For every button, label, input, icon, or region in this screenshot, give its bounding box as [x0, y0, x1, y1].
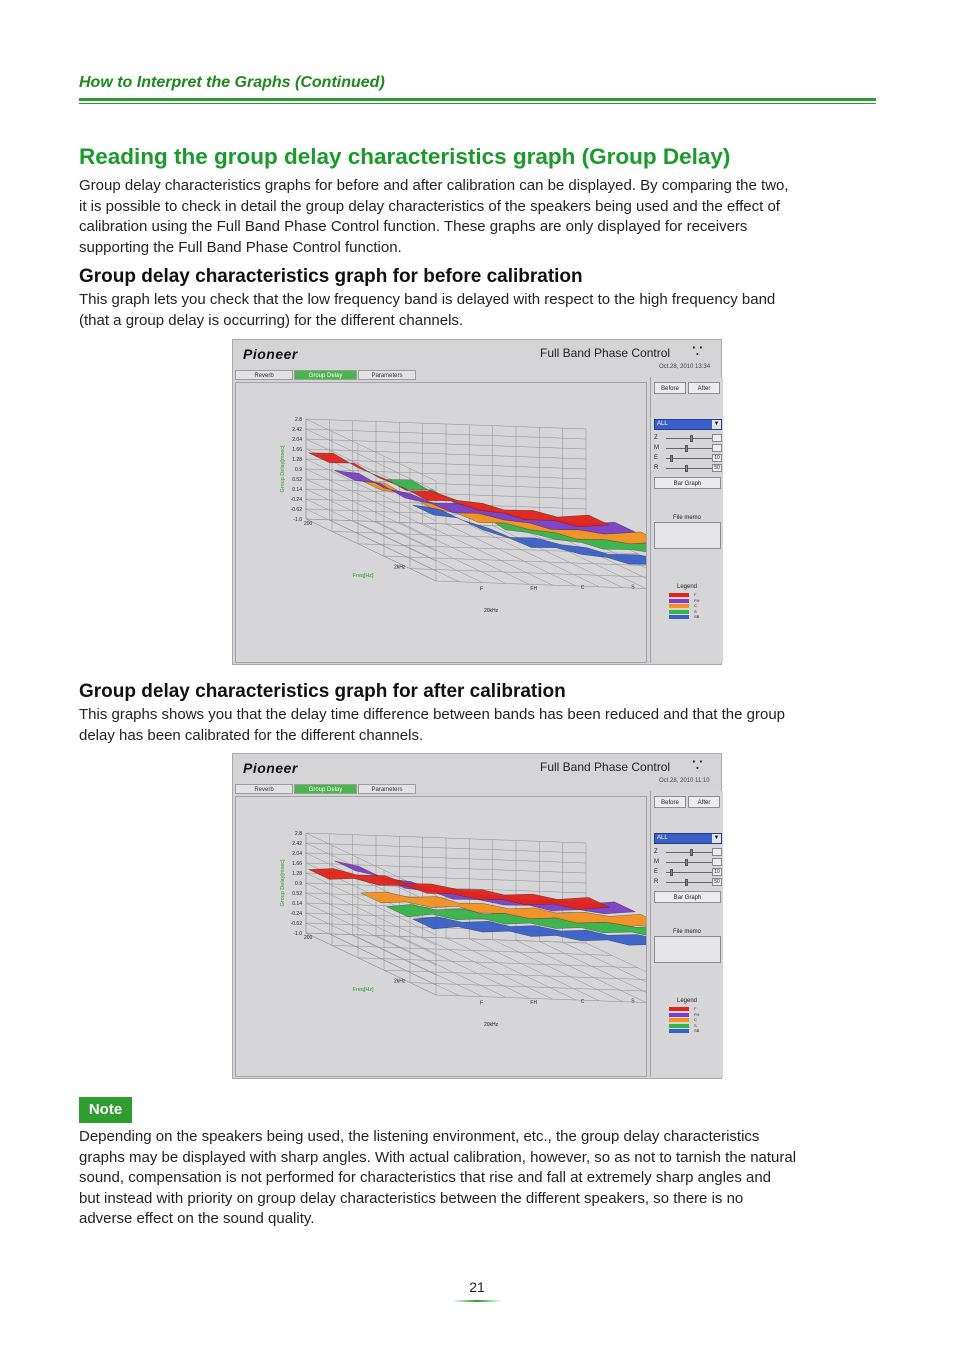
channel-tick-label: F: [480, 586, 484, 593]
legend: [651, 593, 723, 633]
x-tick-label: 200: [304, 521, 313, 527]
tab-parameters[interactable]: Parameters: [358, 370, 416, 380]
y-tick-label: 0.14: [292, 487, 302, 493]
file-memo-label: File memo: [673, 929, 702, 935]
legend-swatch: [669, 1007, 689, 1011]
grid-line: [306, 923, 436, 985]
x-tick-label: 20kHz: [484, 1022, 499, 1028]
legend-label: F: [694, 592, 697, 597]
legend: [651, 1007, 723, 1047]
slider-indicator: 50: [712, 464, 722, 472]
slider-r[interactable]: [654, 878, 722, 887]
slider-key: M: [654, 859, 659, 865]
plot-area: [235, 382, 647, 663]
legend-label: S: [694, 1022, 697, 1028]
slider-track[interactable]: [666, 862, 712, 863]
slider-z[interactable]: [654, 434, 722, 443]
legend-item: [669, 614, 700, 619]
slider-track[interactable]: [666, 468, 712, 469]
note-paragraph: [79, 1127, 879, 1230]
slider-m[interactable]: [654, 444, 722, 453]
after-line: delay has been calibrated for the different channels.: [79, 726, 424, 744]
page-number-rule: [452, 1300, 502, 1302]
legend-label: FH: [694, 597, 700, 603]
note-line: adverse effect on the sound quality.: [79, 1210, 315, 1227]
tab-reverb[interactable]: Reverb: [235, 370, 293, 380]
after-line: This graphs shows you that the delay time difference between bands has been reduced and that the group: [79, 706, 786, 723]
legend-label: C: [694, 603, 697, 608]
timestamp: Oct.28, 2010 11:10: [659, 778, 710, 784]
y-axis-label: Group Delay[msec]: [280, 859, 286, 907]
x-tick-label: 200: [304, 935, 313, 941]
legend-label: C: [694, 1017, 697, 1022]
y-tick-label: -0.24: [290, 497, 302, 503]
channel-tick-label: C: [580, 585, 585, 592]
channel-select-value: ALL: [657, 835, 668, 841]
x-tick-label: 20kHz: [484, 608, 499, 614]
slider-track[interactable]: [666, 448, 712, 449]
y-tick-label: -1.0: [293, 517, 302, 523]
bar-graph-button[interactable]: Bar Graph: [654, 891, 721, 903]
legend-item: [669, 1006, 697, 1011]
grid-line: [399, 522, 529, 584]
note-line: Depending on the speakers being used, the listening environment, etc., the group delay characteristics: [79, 1128, 760, 1145]
grid-line: [399, 936, 529, 998]
y-axis-label: Group Delay[msec]: [280, 445, 286, 493]
y-tick-label: -0.24: [290, 911, 302, 917]
legend-item: [669, 1017, 697, 1022]
control-panel: [650, 791, 723, 1077]
legend-swatch: [669, 1018, 689, 1022]
slider-thumb[interactable]: [690, 849, 693, 856]
after-button[interactable]: After: [688, 382, 720, 394]
slider-z[interactable]: [654, 848, 722, 857]
grid-line: [306, 509, 436, 571]
slider-indicator: 10: [712, 454, 722, 462]
legend-swatch: [669, 593, 689, 597]
slider-thumb[interactable]: [670, 455, 673, 462]
grid-line: [306, 499, 436, 561]
legend-item: [669, 608, 697, 614]
grid-line: [306, 519, 436, 581]
section-header: How to Interpret the Graphs (Continued): [79, 74, 385, 91]
y-tick-label: 0.14: [292, 901, 302, 907]
channel-tick-label: FH: [530, 999, 538, 1006]
grid-line: [539, 941, 646, 1006]
slider-key: Z: [654, 435, 658, 441]
slider-indicator: [712, 848, 722, 856]
x-tick-label: 2kHz: [394, 564, 406, 571]
channel-select[interactable]: [654, 833, 722, 844]
grid-line: [376, 936, 506, 998]
grid-line: [469, 939, 599, 1001]
before-line: (that a group delay is occurring) for the different channels.: [79, 311, 464, 329]
app-title: Full Band Phase Control: [540, 346, 671, 360]
note-line: but instead with priority on group delay characteristics between the different speakers, so there is no: [79, 1189, 744, 1207]
grid-line: [329, 934, 459, 996]
y-tick-label: 1.28: [292, 871, 302, 877]
slider-indicator: 50: [712, 878, 722, 886]
after-heading: Group delay characteristics graph for after calibration: [79, 681, 566, 702]
slider-key: E: [654, 455, 659, 461]
y-tick-label: -0.62: [290, 921, 302, 927]
after-button[interactable]: After: [688, 796, 720, 808]
y-tick-label: 2.42: [292, 841, 302, 847]
legend-item: [669, 603, 697, 608]
slider-thumb[interactable]: [685, 445, 688, 452]
after-paragraph: [79, 705, 879, 746]
y-tick-label: 2.04: [292, 851, 302, 857]
app-logo-icon: ∵: [692, 756, 703, 775]
timestamp: Oct.28, 2010 13:34: [659, 364, 711, 370]
pioneer-logo: Pioneer: [243, 346, 298, 362]
note-line: sound, compensation is not performed for characteristics that rise and fall at extremely sharp angles and: [79, 1169, 772, 1186]
channel-tick-label: S: [631, 998, 635, 1005]
tab-reverb[interactable]: Reverb: [235, 784, 293, 794]
y-tick-label: 0.52: [292, 477, 302, 483]
slider-thumb[interactable]: [685, 465, 688, 472]
grid-line: [306, 419, 436, 481]
slider-e[interactable]: [654, 868, 722, 877]
legend-swatch: [669, 1029, 689, 1033]
group-delay-3d-chart: [236, 383, 646, 662]
slider-indicator: [712, 858, 722, 866]
slider-indicator: [712, 434, 722, 442]
legend-title: Legend: [677, 584, 698, 590]
control-panel: [650, 377, 723, 663]
intro-line: Group delay characteristics graphs for before and after calibration can be displayed. By comparing the two,: [79, 177, 789, 194]
grid-line: [423, 937, 553, 999]
grid-line: [516, 941, 646, 1006]
grid-line: [332, 945, 612, 955]
file-memo-field[interactable]: [654, 936, 721, 963]
slider-key: Z: [654, 849, 658, 855]
grid-line: [436, 995, 646, 1005]
grid-line: [358, 958, 638, 968]
y-tick-label: 2.42: [292, 427, 302, 433]
channel-tick-label: C: [580, 999, 585, 1006]
grid-line: [306, 913, 436, 975]
series-ribbon-f: [309, 453, 610, 527]
chevron-down-icon[interactable]: ▼: [713, 835, 720, 841]
grid-line: [586, 943, 646, 1005]
channel-tick-label: S: [631, 584, 635, 591]
slider-key: R: [654, 465, 659, 471]
grid-line: [306, 459, 436, 521]
legend-swatch: [669, 599, 689, 603]
y-tick-label: 1.28: [292, 457, 302, 463]
slider-thumb[interactable]: [685, 859, 688, 866]
slider-indicator: [712, 444, 722, 452]
y-tick-label: 2.8: [295, 417, 302, 423]
plot-area: [235, 796, 647, 1077]
x-tick-label: 2kHz: [394, 978, 406, 985]
tab-group-delay[interactable]: Group Delay: [294, 370, 357, 380]
y-tick-label: 0.9: [295, 467, 302, 473]
legend-label: S: [694, 608, 697, 614]
slider-thumb[interactable]: [685, 879, 688, 886]
chevron-down-icon[interactable]: ▼: [713, 421, 720, 427]
note-badge: Note: [79, 1097, 132, 1123]
app-screenshot-before: [232, 339, 722, 665]
before-line: This graph lets you check that the low frequency band is delayed with respect to the high frequency band: [79, 291, 776, 308]
slider-key: M: [654, 445, 659, 451]
slider-key: E: [654, 869, 659, 875]
pioneer-logo: Pioneer: [243, 760, 298, 776]
y-tick-label: -1.0: [293, 931, 302, 937]
file-memo-label: File memo: [673, 515, 702, 521]
x-axis-label: Freq[Hz]: [352, 987, 374, 994]
slider-thumb[interactable]: [670, 869, 673, 876]
y-tick-label: 1.66: [292, 861, 302, 867]
legend-item: [669, 592, 697, 597]
channel-select[interactable]: [654, 419, 722, 430]
legend-item: [669, 1022, 697, 1028]
slider-m[interactable]: [654, 858, 722, 867]
legend-item: [669, 1011, 700, 1017]
header-rule: [79, 98, 876, 101]
legend-item: [669, 597, 700, 603]
y-tick-label: 0.52: [292, 891, 302, 897]
header-rule-thin: [79, 103, 876, 104]
tab-parameters[interactable]: Parameters: [358, 784, 416, 794]
intro-paragraph: [79, 176, 879, 258]
grid-line: [306, 933, 436, 995]
slider-e[interactable]: [654, 454, 722, 463]
grid-line: [493, 940, 623, 1002]
legend-swatch: [669, 615, 689, 619]
legend-label: SB: [694, 614, 700, 619]
intro-line: supporting the Full Band Phase Control function.: [79, 238, 402, 256]
legend-title: Legend: [677, 998, 698, 1004]
before-button[interactable]: Before: [654, 796, 686, 808]
legend-label: FH: [694, 1011, 700, 1017]
grid-line: [329, 520, 459, 582]
x-axis-label: Freq[Hz]: [352, 573, 374, 580]
legend-label: F: [694, 1006, 697, 1011]
intro-line: calibration using the Full Band Phase Control function. These graphs are only displayed for receivers: [79, 218, 748, 235]
before-paragraph: [79, 290, 879, 331]
tab-group-delay[interactable]: Group Delay: [294, 784, 357, 794]
before-button[interactable]: Before: [654, 382, 686, 394]
slider-track[interactable]: [666, 882, 712, 883]
group-delay-3d-chart: [236, 797, 646, 1076]
before-heading: Group delay characteristics graph for before calibration: [79, 266, 583, 287]
page-title: Reading the group delay characteristics graph (Group Delay): [79, 144, 731, 169]
slider-r[interactable]: [654, 464, 722, 473]
y-tick-label: 1.66: [292, 447, 302, 453]
legend-swatch: [669, 1013, 689, 1017]
legend-label: SB: [694, 1028, 700, 1033]
slider-key: R: [654, 879, 659, 885]
app-title: Full Band Phase Control: [540, 760, 671, 774]
y-tick-label: 2.8: [295, 831, 302, 837]
legend-swatch: [669, 610, 689, 614]
y-tick-label: 2.04: [292, 437, 302, 443]
legend-swatch: [669, 604, 689, 608]
intro-line: it is possible to check in detail the group delay characteristics of the speakers being used and the effect of: [79, 197, 780, 215]
bar-graph-button[interactable]: Bar Graph: [654, 477, 721, 489]
grid-line: [446, 938, 576, 1000]
legend-item: [669, 1028, 700, 1033]
legend-swatch: [669, 1024, 689, 1028]
channel-tick-label: FH: [530, 585, 538, 592]
note-line: graphs may be displayed with sharp angles. With actual calibration, however, so as not to tarnish the natural: [79, 1148, 797, 1166]
page-number: 21: [469, 1279, 485, 1295]
app-screenshot-after: [232, 753, 722, 1079]
app-logo-icon: ∵: [692, 342, 703, 361]
grid-line: [436, 581, 646, 591]
channel-select-value: ALL: [657, 421, 668, 427]
y-tick-label: -0.62: [290, 507, 302, 513]
file-memo-field[interactable]: [654, 522, 721, 549]
slider-indicator: 10: [712, 868, 722, 876]
y-tick-label: 0.9: [295, 881, 302, 887]
channel-tick-label: F: [480, 1000, 484, 1007]
slider-thumb[interactable]: [690, 435, 693, 442]
